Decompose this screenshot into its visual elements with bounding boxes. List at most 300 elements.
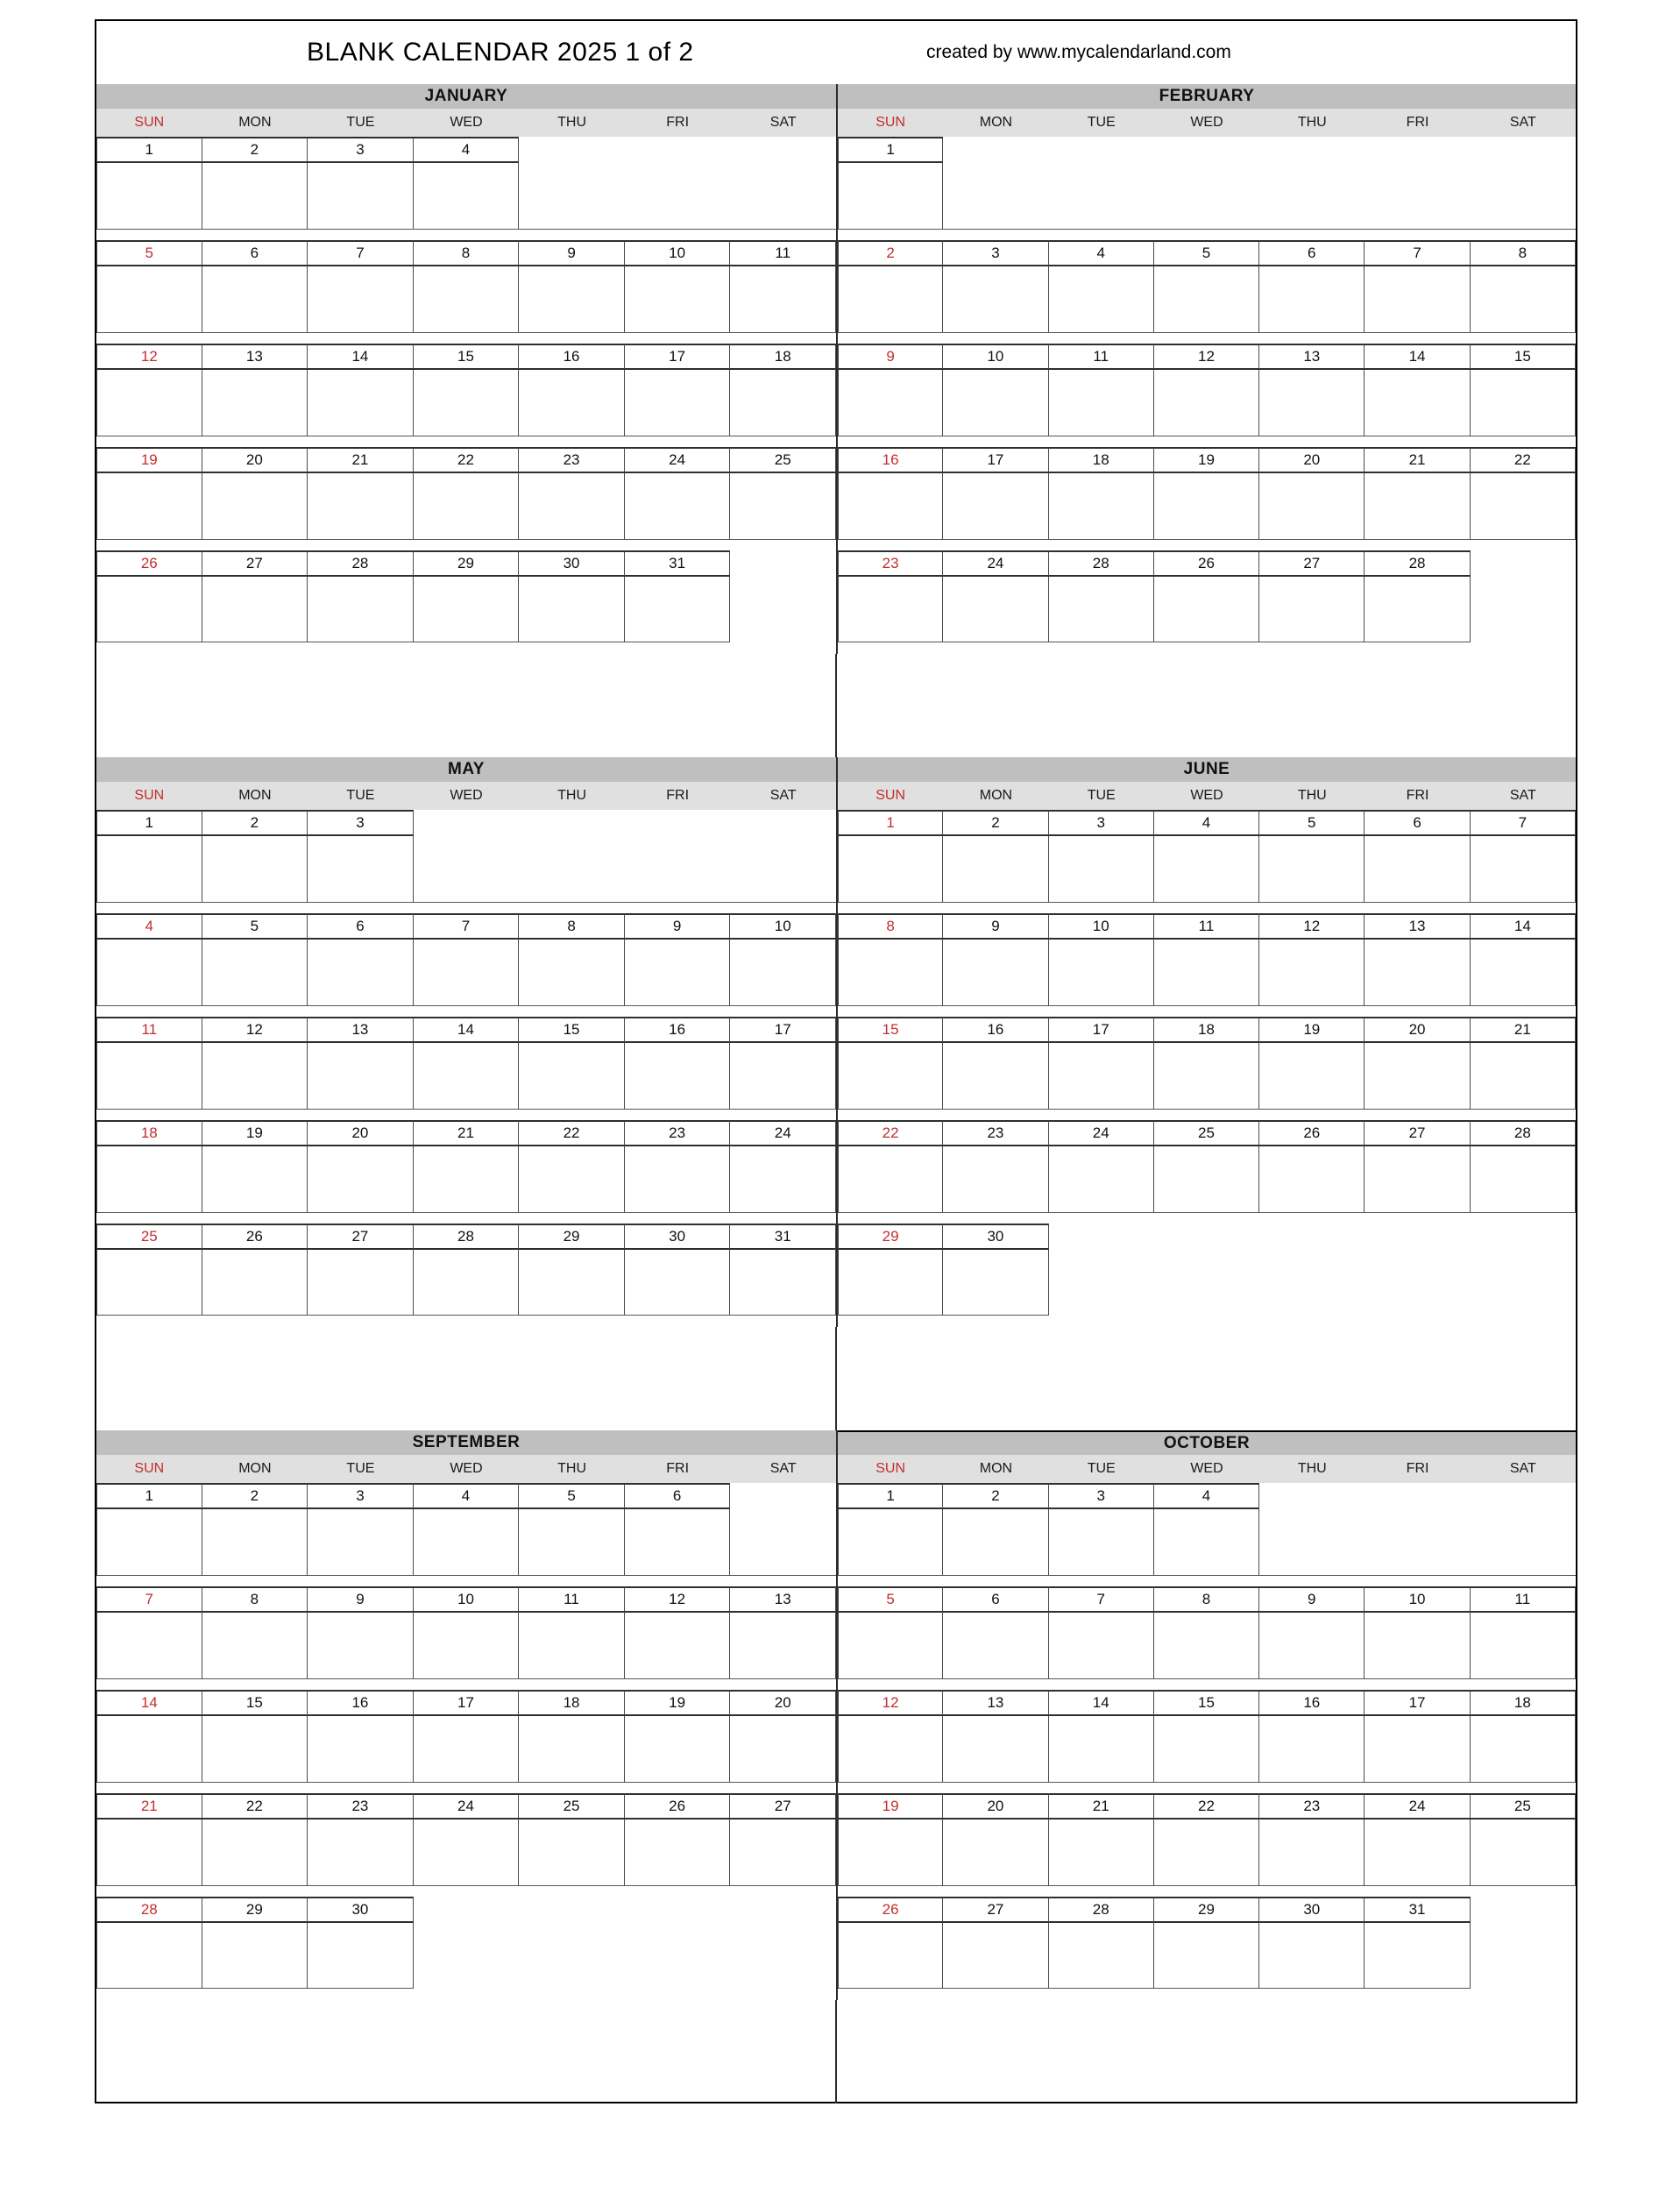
day-header-thu: THU	[1297, 1461, 1327, 1476]
blank-day-area	[1049, 266, 1154, 332]
date-cell: 3	[943, 240, 1048, 266]
month-may	[96, 757, 836, 1327]
empty-cell	[1259, 1509, 1365, 1575]
blank-day-area	[943, 577, 1048, 642]
blank-day-area	[1154, 370, 1259, 436]
blank-day-area	[838, 473, 943, 539]
week-row-1	[96, 810, 836, 913]
blank-day-area	[943, 473, 1048, 539]
blank-day-area	[96, 1250, 202, 1316]
day-header-row	[96, 109, 836, 137]
date-cell: 17	[625, 344, 731, 370]
blank-day-area	[625, 473, 731, 539]
date-cell: 1	[96, 810, 202, 836]
blank-day-area	[308, 577, 414, 642]
blank-day-area	[96, 1146, 202, 1212]
day-header-mon: MON	[238, 1461, 272, 1476]
blank-day-area	[943, 1923, 1048, 1989]
blank-day-area	[1365, 1146, 1470, 1212]
blank-day-area	[1471, 1613, 1576, 1678]
blank-day-area	[1259, 940, 1365, 1005]
day-header-row	[838, 782, 1576, 810]
week-row-2	[838, 913, 1576, 1017]
blank-day-area	[414, 1146, 520, 1212]
date-cell: 9	[1259, 1586, 1365, 1613]
date-cell: 2	[202, 1483, 308, 1509]
blank-day-area	[414, 1043, 520, 1109]
blank-day-area	[1365, 1043, 1470, 1109]
blank-day-area	[730, 1716, 836, 1782]
date-cell: 6	[308, 913, 414, 940]
blank-day-area	[838, 1613, 943, 1678]
empty-cell	[1259, 1250, 1365, 1316]
blank-day-area	[96, 473, 202, 539]
empty-cell	[1259, 1483, 1365, 1509]
date-cell: 13	[1365, 913, 1470, 940]
blank-day-area	[1471, 1716, 1576, 1782]
date-cell: 14	[414, 1017, 520, 1043]
empty-cell	[1471, 1224, 1576, 1250]
date-cell: 24	[625, 447, 731, 473]
empty-cell	[414, 836, 520, 902]
date-cell: 12	[96, 344, 202, 370]
date-cell: 8	[1154, 1586, 1259, 1613]
week-row-4	[96, 447, 836, 550]
blank-day-area	[202, 836, 308, 902]
date-cell: 7	[1365, 240, 1470, 266]
empty-cell	[1471, 1897, 1576, 1923]
week-row-1	[838, 1483, 1576, 1586]
month-title-bar: OCTOBER	[838, 1430, 1576, 1455]
blank-day-area	[1049, 1509, 1154, 1575]
blank-day-area	[1365, 940, 1470, 1005]
blank-day-area	[943, 1613, 1048, 1678]
date-cell: 23	[519, 447, 625, 473]
empty-cell	[1471, 1483, 1576, 1509]
date-cell: 14	[96, 1690, 202, 1716]
date-cell: 18	[1154, 1017, 1259, 1043]
empty-cell	[1365, 1224, 1470, 1250]
blank-day-area	[1154, 940, 1259, 1005]
blank-day-area	[1049, 836, 1154, 902]
empty-cell	[1049, 1250, 1154, 1316]
blank-day-area	[96, 1716, 202, 1782]
day-header-tue: TUE	[346, 115, 375, 130]
date-cell: 16	[943, 1017, 1048, 1043]
blank-day-area	[519, 1509, 625, 1575]
week-row-1	[838, 137, 1576, 240]
blank-day-area	[1471, 940, 1576, 1005]
empty-cell	[730, 137, 836, 163]
empty-cell	[1154, 137, 1259, 163]
empty-cell	[625, 1923, 731, 1989]
date-cell: 19	[1154, 447, 1259, 473]
day-header-sat: SAT	[1509, 788, 1536, 803]
empty-cell	[730, 163, 836, 229]
date-cell: 25	[1471, 1793, 1576, 1820]
month-january	[96, 84, 836, 654]
blank-day-area	[308, 1923, 414, 1989]
date-cell: 26	[625, 1793, 731, 1820]
blank-day-area	[1259, 370, 1365, 436]
date-cell: 17	[1049, 1017, 1154, 1043]
date-cell: 7	[96, 1586, 202, 1613]
date-cell: 21	[1471, 1017, 1576, 1043]
empty-cell	[625, 1897, 731, 1923]
empty-cell	[519, 163, 625, 229]
date-cell: 15	[414, 344, 520, 370]
day-header-sun: SUN	[875, 788, 906, 803]
date-cell: 2	[202, 137, 308, 163]
day-header-tue: TUE	[1087, 1461, 1116, 1476]
blank-day-area	[1365, 836, 1470, 902]
empty-cell	[730, 1509, 836, 1575]
date-cell: 4	[1154, 1483, 1259, 1509]
date-cell: 31	[1365, 1897, 1470, 1923]
date-cell: 11	[519, 1586, 625, 1613]
blank-day-area	[202, 266, 308, 332]
date-cell: 17	[730, 1017, 836, 1043]
blank-day-area	[308, 940, 414, 1005]
empty-cell	[943, 137, 1048, 163]
date-cell: 28	[414, 1224, 520, 1250]
empty-cell	[414, 810, 520, 836]
date-cell: 28	[1049, 550, 1154, 577]
empty-cell	[625, 810, 731, 836]
date-cell: 24	[1049, 1120, 1154, 1146]
date-cell: 11	[96, 1017, 202, 1043]
empty-cell	[414, 1923, 520, 1989]
blank-day-area	[1365, 370, 1470, 436]
date-cell: 15	[519, 1017, 625, 1043]
blank-day-area	[625, 1716, 731, 1782]
credit-text: created by www.mycalendarland.com	[926, 42, 1231, 62]
date-cell: 6	[1259, 240, 1365, 266]
date-cell: 25	[1154, 1120, 1259, 1146]
day-header-thu: THU	[557, 788, 586, 803]
empty-cell	[1471, 163, 1576, 229]
date-cell: 18	[1049, 447, 1154, 473]
empty-cell	[1154, 1224, 1259, 1250]
empty-cell	[1471, 1509, 1576, 1575]
title-row	[96, 21, 1576, 84]
blank-day-area	[202, 370, 308, 436]
empty-cell	[730, 1897, 836, 1923]
date-cell: 4	[414, 137, 520, 163]
date-cell: 16	[625, 1017, 731, 1043]
week-row-4	[96, 1793, 836, 1897]
date-cell: 8	[1471, 240, 1576, 266]
blank-day-area	[1049, 1923, 1154, 1989]
date-cell: 4	[414, 1483, 520, 1509]
day-header-fri: FRI	[666, 1461, 690, 1476]
date-cell: 19	[96, 447, 202, 473]
empty-cell	[1365, 1509, 1470, 1575]
blank-day-area	[519, 1820, 625, 1885]
blank-day-area	[730, 473, 836, 539]
blank-day-area	[308, 473, 414, 539]
date-cell: 31	[625, 550, 731, 577]
blank-day-area	[414, 1716, 520, 1782]
date-cell: 14	[1365, 344, 1470, 370]
date-cell: 6	[1365, 810, 1470, 836]
date-cell: 7	[308, 240, 414, 266]
empty-cell	[1259, 1224, 1365, 1250]
month-row-3	[96, 1430, 1576, 2000]
page-title: BLANK CALENDAR 2025 1 of 2	[307, 38, 694, 67]
blank-day-area	[1154, 473, 1259, 539]
day-header-fri: FRI	[1406, 788, 1429, 803]
week-row-3	[838, 1690, 1576, 1793]
day-header-wed: WED	[450, 1461, 483, 1476]
week-row-3	[838, 344, 1576, 447]
date-cell: 1	[838, 137, 943, 163]
date-cell: 5	[519, 1483, 625, 1509]
month-june	[836, 757, 1576, 1327]
date-cell: 6	[625, 1483, 731, 1509]
day-header-wed: WED	[450, 788, 483, 803]
blank-day-area	[1365, 473, 1470, 539]
blank-day-area	[202, 473, 308, 539]
day-header-tue: TUE	[346, 788, 375, 803]
day-header-thu: THU	[557, 1461, 586, 1476]
date-cell: 20	[943, 1793, 1048, 1820]
blank-day-area	[202, 163, 308, 229]
week-row-3	[96, 1017, 836, 1120]
date-cell: 8	[202, 1586, 308, 1613]
date-cell: 13	[1259, 344, 1365, 370]
date-cell: 25	[730, 447, 836, 473]
day-header-sun: SUN	[875, 1461, 906, 1476]
blank-day-area	[1154, 1716, 1259, 1782]
date-cell: 27	[202, 550, 308, 577]
blank-day-area	[625, 577, 731, 642]
week-row-5	[96, 1897, 836, 2000]
empty-cell	[730, 577, 836, 642]
date-cell: 15	[1471, 344, 1576, 370]
blank-day-area	[1259, 836, 1365, 902]
date-cell: 14	[1049, 1690, 1154, 1716]
blank-day-area	[519, 577, 625, 642]
day-header-mon: MON	[238, 788, 272, 803]
week-row-2	[96, 240, 836, 344]
week-row-2	[96, 1586, 836, 1690]
date-cell: 20	[308, 1120, 414, 1146]
date-cell: 10	[1365, 1586, 1470, 1613]
empty-cell	[1365, 163, 1470, 229]
date-cell: 4	[1154, 810, 1259, 836]
week-row-1	[838, 810, 1576, 913]
date-cell: 13	[308, 1017, 414, 1043]
date-cell: 26	[838, 1897, 943, 1923]
blank-day-area	[1365, 1613, 1470, 1678]
date-cell: 4	[96, 913, 202, 940]
week-row-1	[96, 1483, 836, 1586]
blank-day-area	[838, 577, 943, 642]
date-cell: 13	[202, 344, 308, 370]
week-row-2	[838, 240, 1576, 344]
blank-day-area	[1049, 1613, 1154, 1678]
blank-day-area	[1471, 370, 1576, 436]
date-cell: 7	[1049, 1586, 1154, 1613]
date-cell: 11	[1154, 913, 1259, 940]
date-cell: 26	[202, 1224, 308, 1250]
date-cell: 16	[519, 344, 625, 370]
week-row-5	[838, 550, 1576, 654]
date-cell: 11	[1049, 344, 1154, 370]
date-cell: 18	[730, 344, 836, 370]
date-cell: 28	[1049, 1897, 1154, 1923]
blank-day-area	[1471, 1146, 1576, 1212]
date-cell: 22	[838, 1120, 943, 1146]
date-cell: 9	[625, 913, 731, 940]
day-header-sat: SAT	[1509, 115, 1536, 130]
empty-cell	[943, 163, 1048, 229]
blank-day-area	[308, 836, 414, 902]
day-header-fri: FRI	[666, 788, 690, 803]
date-cell: 18	[96, 1120, 202, 1146]
blank-day-area	[730, 1820, 836, 1885]
date-cell: 7	[414, 913, 520, 940]
empty-cell	[1471, 1250, 1576, 1316]
date-cell: 23	[838, 550, 943, 577]
blank-day-area	[519, 1250, 625, 1316]
blank-day-area	[1154, 1923, 1259, 1989]
blank-day-area	[1049, 1043, 1154, 1109]
date-cell: 24	[943, 550, 1048, 577]
blank-day-area	[308, 163, 414, 229]
date-cell: 21	[1365, 447, 1470, 473]
date-cell: 19	[202, 1120, 308, 1146]
blank-day-area	[308, 1250, 414, 1316]
date-cell: 28	[308, 550, 414, 577]
month-title-bar: SEPTEMBER	[96, 1430, 836, 1455]
date-cell: 21	[96, 1793, 202, 1820]
day-header-thu: THU	[1297, 115, 1327, 130]
blank-day-area	[96, 1043, 202, 1109]
empty-cell	[730, 810, 836, 836]
week-row-5	[96, 1224, 836, 1327]
week-row-3	[838, 1017, 1576, 1120]
date-cell: 23	[625, 1120, 731, 1146]
week-row-3	[96, 344, 836, 447]
empty-cell	[1259, 137, 1365, 163]
date-cell: 22	[519, 1120, 625, 1146]
date-cell: 18	[1471, 1690, 1576, 1716]
blank-day-area	[1471, 266, 1576, 332]
day-header-wed: WED	[1190, 788, 1223, 803]
blank-day-area	[1259, 1613, 1365, 1678]
empty-cell	[414, 1897, 520, 1923]
blank-day-area	[625, 1613, 731, 1678]
date-cell: 9	[308, 1586, 414, 1613]
blank-day-area	[1049, 1820, 1154, 1885]
blank-day-area	[96, 1509, 202, 1575]
date-cell: 5	[96, 240, 202, 266]
blank-day-area	[414, 163, 520, 229]
empty-cell	[1471, 1923, 1576, 1989]
blank-day-area	[308, 1509, 414, 1575]
blank-day-area	[1365, 577, 1470, 642]
blank-day-area	[625, 1146, 731, 1212]
blank-day-area	[519, 1043, 625, 1109]
date-cell: 2	[943, 1483, 1048, 1509]
date-cell: 18	[519, 1690, 625, 1716]
blank-day-area	[519, 1613, 625, 1678]
blank-day-area	[519, 370, 625, 436]
blank-day-area	[202, 1613, 308, 1678]
week-row-5	[838, 1224, 1576, 1327]
blank-day-area	[625, 1043, 731, 1109]
blank-day-area	[308, 1716, 414, 1782]
blank-day-area	[1259, 1923, 1365, 1989]
empty-cell	[519, 1897, 625, 1923]
blank-day-area	[838, 163, 943, 229]
blank-day-area	[96, 577, 202, 642]
blank-day-area	[202, 1509, 308, 1575]
date-cell: 20	[730, 1690, 836, 1716]
day-header-sat: SAT	[769, 788, 797, 803]
date-cell: 30	[519, 550, 625, 577]
blank-day-area	[625, 266, 731, 332]
blank-day-area	[1365, 1923, 1470, 1989]
date-cell: 8	[519, 913, 625, 940]
blank-day-area	[1259, 1716, 1365, 1782]
date-cell: 10	[730, 913, 836, 940]
date-cell: 9	[519, 240, 625, 266]
day-header-tue: TUE	[1087, 788, 1116, 803]
date-cell: 10	[625, 240, 731, 266]
date-cell: 15	[1154, 1690, 1259, 1716]
date-cell: 19	[838, 1793, 943, 1820]
date-cell: 27	[943, 1897, 1048, 1923]
blank-day-area	[1049, 1716, 1154, 1782]
date-cell: 25	[96, 1224, 202, 1250]
blank-day-area	[414, 1250, 520, 1316]
empty-cell	[1049, 1224, 1154, 1250]
date-cell: 27	[1259, 550, 1365, 577]
empty-cell	[730, 550, 836, 577]
blank-day-area	[1471, 1820, 1576, 1885]
date-cell: 28	[1471, 1120, 1576, 1146]
date-cell: 3	[308, 810, 414, 836]
date-cell: 7	[1471, 810, 1576, 836]
blank-day-area	[625, 940, 731, 1005]
date-cell: 12	[625, 1586, 731, 1613]
blank-day-area	[730, 1250, 836, 1316]
day-header-wed: WED	[450, 115, 483, 130]
date-cell: 2	[943, 810, 1048, 836]
blank-day-area	[1471, 1043, 1576, 1109]
blank-day-area	[96, 1613, 202, 1678]
blank-day-area	[1049, 473, 1154, 539]
blank-day-area	[519, 473, 625, 539]
blank-day-area	[1365, 266, 1470, 332]
blank-day-area	[414, 577, 520, 642]
blank-day-area	[1154, 836, 1259, 902]
blank-day-area	[1365, 1716, 1470, 1782]
blank-day-area	[519, 1146, 625, 1212]
day-header-mon: MON	[979, 115, 1013, 130]
row-spacer-1	[96, 654, 1576, 757]
week-row-4	[838, 1793, 1576, 1897]
empty-cell	[730, 1923, 836, 1989]
blank-day-area	[838, 266, 943, 332]
week-row-4	[838, 1120, 1576, 1224]
date-cell: 24	[414, 1793, 520, 1820]
date-cell: 17	[943, 447, 1048, 473]
empty-cell	[1365, 1483, 1470, 1509]
